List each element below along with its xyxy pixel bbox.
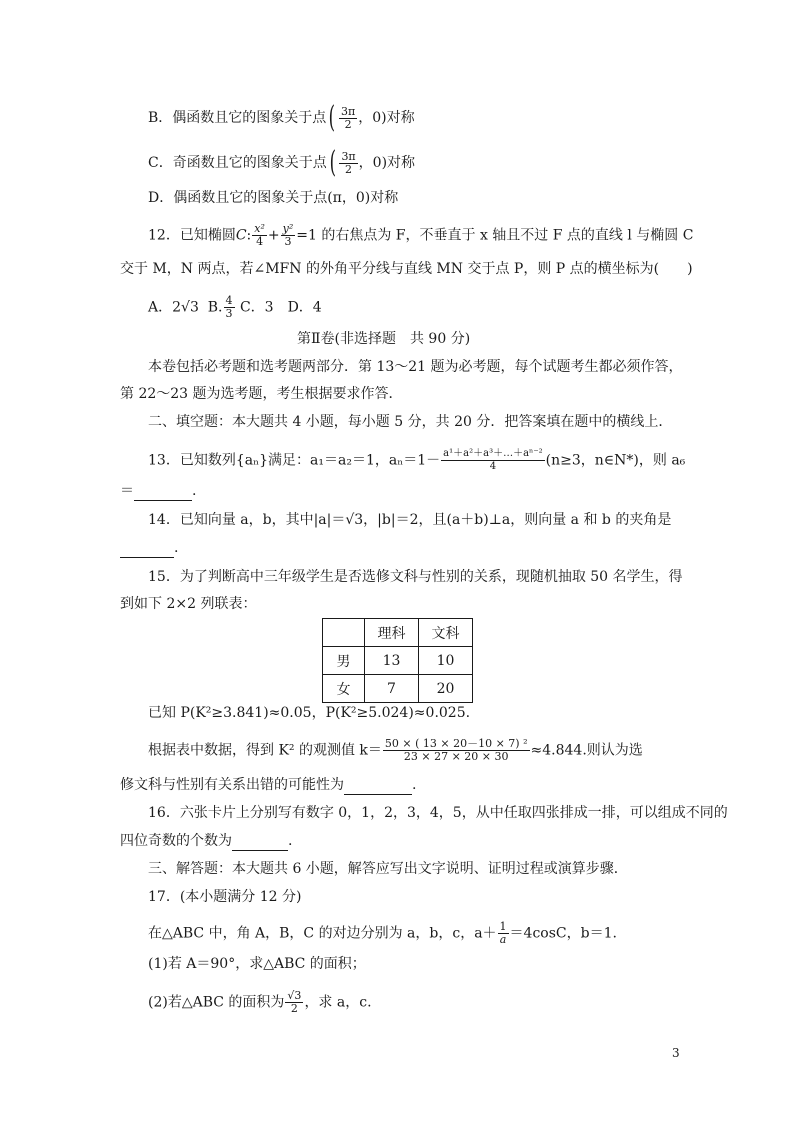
table-header-cell: 文科 bbox=[419, 619, 473, 647]
q12-prefix: 12．已知椭圆 bbox=[148, 227, 236, 244]
table-header-cell bbox=[323, 619, 365, 647]
q12-option-a: A．2√3 bbox=[148, 299, 199, 316]
page-number: 3 bbox=[672, 1046, 680, 1060]
frac-numerator: 50 × ( 13 × 20－10 × 7) ² bbox=[384, 737, 528, 750]
q12-option-b-label: B. bbox=[207, 299, 223, 316]
frac-numerator: a¹＋a²＋a³＋…＋aⁿ⁻² bbox=[443, 448, 543, 459]
frac-denominator: 23 × 27 × 20 × 30 bbox=[403, 750, 509, 763]
q15-last-line bbox=[120, 775, 416, 795]
frac-denominator: 2 bbox=[344, 117, 352, 131]
fraction-y bbox=[281, 223, 296, 248]
fraction bbox=[285, 990, 303, 1015]
q13-line2 bbox=[120, 481, 196, 501]
q11-option-b-text: B．偶函数且它的图象关于点 bbox=[148, 110, 327, 126]
fraction bbox=[441, 448, 545, 473]
q17-part2 bbox=[148, 990, 372, 1015]
q17-stem-prefix: 在△ABC 中，角 A，B，C 的对边分别为 a，b，c，a＋ bbox=[148, 925, 497, 942]
q16-line2 bbox=[120, 831, 292, 851]
q17-stem-suffix: ＝4cosC，b＝1. bbox=[509, 925, 617, 942]
q14-line2 bbox=[120, 538, 178, 558]
q15-line1: 15．为了判断高中三年级学生是否选修文科与性别的关系，现随机抽取 50 名学生，得 bbox=[148, 569, 683, 585]
fraction-x bbox=[252, 223, 267, 248]
answer-blank[interactable] bbox=[232, 835, 288, 851]
answer-blank[interactable] bbox=[344, 779, 412, 795]
answer-blank[interactable] bbox=[120, 542, 174, 558]
frac-numerator: 1 bbox=[499, 920, 507, 933]
q11-option-c-tail: ，0)对称 bbox=[358, 155, 416, 171]
q12-option-cd: C．3 D．4 bbox=[239, 299, 322, 316]
q17-title: 17．(本小题满分 12 分) bbox=[148, 889, 302, 905]
q14-line1: 14．已知向量 a，b，其中|a|＝√3，|b|＝2，且(a＋b)⊥a，则向量 a 和 b 的夹角是 bbox=[148, 512, 672, 528]
fraction bbox=[339, 151, 357, 176]
q12-line1-rest: =1 的右焦点为 F，不垂直于 x 轴且不过 F 点的直线 l 与椭圆 C bbox=[296, 227, 694, 244]
left-paren: ( bbox=[328, 100, 336, 135]
q12-line2: 交于 M，N 两点，若∠MFN 的外角平分线与直线 MN 交于点 P，则 P 点的横坐标为( ) bbox=[120, 261, 693, 277]
table-header-cell: 理科 bbox=[365, 619, 419, 647]
solution-section-heading: 三、解答题：本大题共 6 小题，解答应写出文字说明、证明过程或演算步骤． bbox=[148, 861, 628, 877]
left-paren: ( bbox=[329, 145, 336, 180]
plus-sign: + bbox=[267, 227, 280, 244]
q11-option-d: D．偶函数且它的图象关于点(π，0)对称 bbox=[148, 190, 399, 206]
q15-calc bbox=[148, 738, 643, 763]
part2-intro-line1: 本卷包括必考题和选考题两部分．第 13～21 题为必考题，每个试题考生都必须作答， bbox=[148, 359, 683, 375]
table-cell: 男 bbox=[323, 647, 365, 675]
fill-in-section-heading: 二、填空题：本大题共 4 小题，每小题 5 分，共 20 分．把答案填在题中的横线上． bbox=[148, 414, 673, 430]
q11-option-b bbox=[148, 100, 415, 135]
part2-intro-line2: 第 22～23 题为选考题，考生根据要求作答． bbox=[120, 386, 403, 402]
table-cell: 女 bbox=[323, 675, 365, 703]
contingency-table bbox=[322, 618, 473, 703]
q12-line1: 12．已知椭圆C: $\frac{\text{x²}}{4}$ + $\frac{\text{y²}}{3}$ =1 的右焦点为 F，不垂直于 x 轴且不过 F 点的直线 l 与椭圆 C bbox=[148, 222, 694, 248]
q11-option-c bbox=[148, 145, 416, 180]
frac-denominator: 2 bbox=[290, 1002, 298, 1015]
q11-option-c-text: C．奇函数且它的图象关于点 bbox=[148, 155, 327, 171]
frac-denominator: 2 bbox=[345, 162, 353, 176]
frac-numerator: y² bbox=[282, 222, 294, 235]
table-row bbox=[323, 675, 473, 703]
q14-end: . bbox=[174, 540, 179, 556]
frac-denominator: 4 bbox=[489, 461, 497, 472]
frac-numerator: 3π bbox=[341, 149, 356, 163]
table-header-row bbox=[323, 619, 473, 647]
q17-stem bbox=[148, 921, 617, 946]
table-cell: 7 bbox=[365, 675, 419, 703]
q12-ellipse-name: C bbox=[235, 227, 247, 244]
frac-numerator: x² bbox=[254, 222, 265, 235]
fraction bbox=[339, 106, 357, 131]
q13-prefix: 13．已知数列{aₙ}满足：a₁＝a₂＝1，aₙ＝1－ bbox=[148, 452, 441, 469]
q15-end: . bbox=[412, 777, 417, 793]
q11-option-b-tail: ，0)对称 bbox=[358, 110, 415, 126]
q16-text: 四位奇数的个数为 bbox=[120, 833, 232, 849]
table-cell: 13 bbox=[365, 647, 419, 675]
q17-part2-prefix: (2)若△ABC 的面积为 bbox=[148, 994, 285, 1011]
table-cell: 10 bbox=[419, 647, 473, 675]
q15-line2: 到如下 2×2 列联表： bbox=[120, 596, 257, 612]
fraction bbox=[498, 921, 509, 946]
table-row bbox=[323, 647, 473, 675]
q17-part2-suffix: ，求 a，c. bbox=[304, 994, 372, 1011]
q13-line1 bbox=[148, 448, 685, 473]
fraction bbox=[383, 738, 530, 763]
q16-end: . bbox=[288, 833, 293, 849]
frac-numerator: 4 bbox=[225, 294, 233, 307]
part2-heading: 第Ⅱ卷(非选择题 共 90 分) bbox=[297, 331, 471, 347]
answer-blank[interactable] bbox=[134, 485, 192, 501]
q13-equals: ＝ bbox=[120, 483, 134, 499]
q15-calc-suffix: ≈4.844.则认为选 bbox=[530, 742, 643, 759]
frac-denominator: a bbox=[499, 933, 507, 946]
q15-last-text: 修文科与性别有关系出错的可能性为 bbox=[120, 777, 344, 793]
frac-numerator: √3 bbox=[287, 989, 302, 1002]
frac-denominator: 3 bbox=[225, 307, 233, 320]
frac-denominator: 3 bbox=[284, 235, 292, 248]
q17-part1: (1)若 A＝90°，求△ABC 的面积； bbox=[148, 956, 366, 972]
q13-end: . bbox=[192, 483, 197, 499]
q16-line1: 16．六张卡片上分别写有数字 0，1，2，3，4，5，从中任取四张排成一排，可以组成不同的 bbox=[148, 805, 728, 821]
q15-known: 已知 P(K²≥3.841)≈0.05，P(K²≥5.024)≈0.025. bbox=[148, 705, 471, 721]
fraction bbox=[224, 295, 235, 320]
frac-numerator: 3π bbox=[341, 104, 356, 118]
frac-denominator: 4 bbox=[256, 235, 264, 248]
table-cell: 20 bbox=[419, 675, 473, 703]
q15-calc-prefix: 根据表中数据，得到 K² 的观测值 k＝ bbox=[148, 742, 382, 759]
q13-suffix: (n≥3，n∈N*)，则 a₆ bbox=[545, 452, 686, 469]
q12-options bbox=[148, 295, 322, 320]
